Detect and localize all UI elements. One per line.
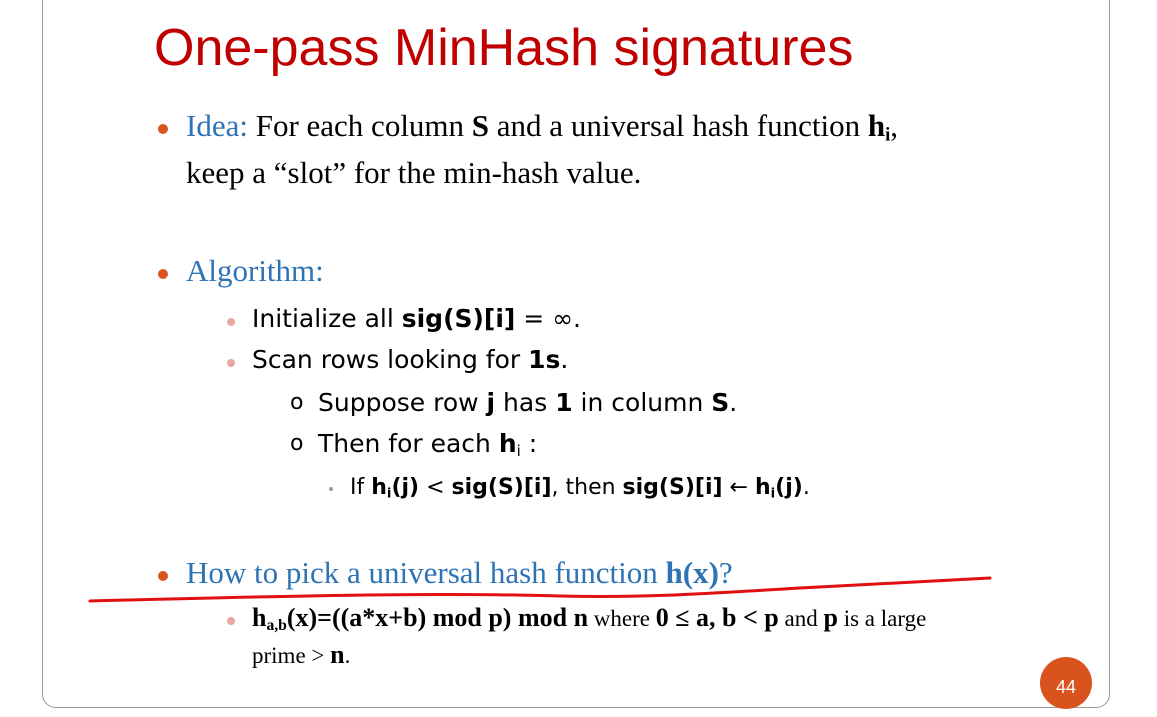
algorithm-label: Algorithm:: [186, 253, 324, 288]
universal-formula-line-1: $h_{a,b}(x)=((a*x+b)$ mod p) mod n where 0 ≤ a, b < p and p is a large: [252, 603, 927, 634]
algorithm-init: Initialize all sig(S)[i] = ∞.: [252, 304, 581, 333]
idea-line-2: keep a “slot” for the min-hash value.: [186, 155, 642, 190]
algorithm-scan: Scan rows looking for 1s.: [252, 345, 569, 374]
o-marker-suppose: o: [290, 390, 304, 415]
idea-label: Idea:: [186, 108, 248, 143]
universal-formula-line-2: prime > n.: [252, 640, 351, 669]
o-marker-then: o: [290, 431, 304, 456]
algorithm-suppose: Suppose row j has 1 in column S.: [318, 388, 738, 417]
algorithm-then: Then for each $h_i$ :: [318, 429, 538, 460]
algorithm-if: If $h_i(j) < sig(S)[i]$, then sig(S)[i] ← $h_i(j)$.: [350, 475, 810, 502]
universal-question: How to pick a universal hash function h(x)?: [186, 555, 733, 590]
ink-underline-stroke: [90, 578, 990, 601]
page-number-badge: 44: [1040, 657, 1092, 709]
idea-line-1: Idea: For each column S and a universal hash function $h_i$,: [186, 108, 898, 146]
slide-title: One-pass MinHash signatures: [154, 19, 854, 77]
